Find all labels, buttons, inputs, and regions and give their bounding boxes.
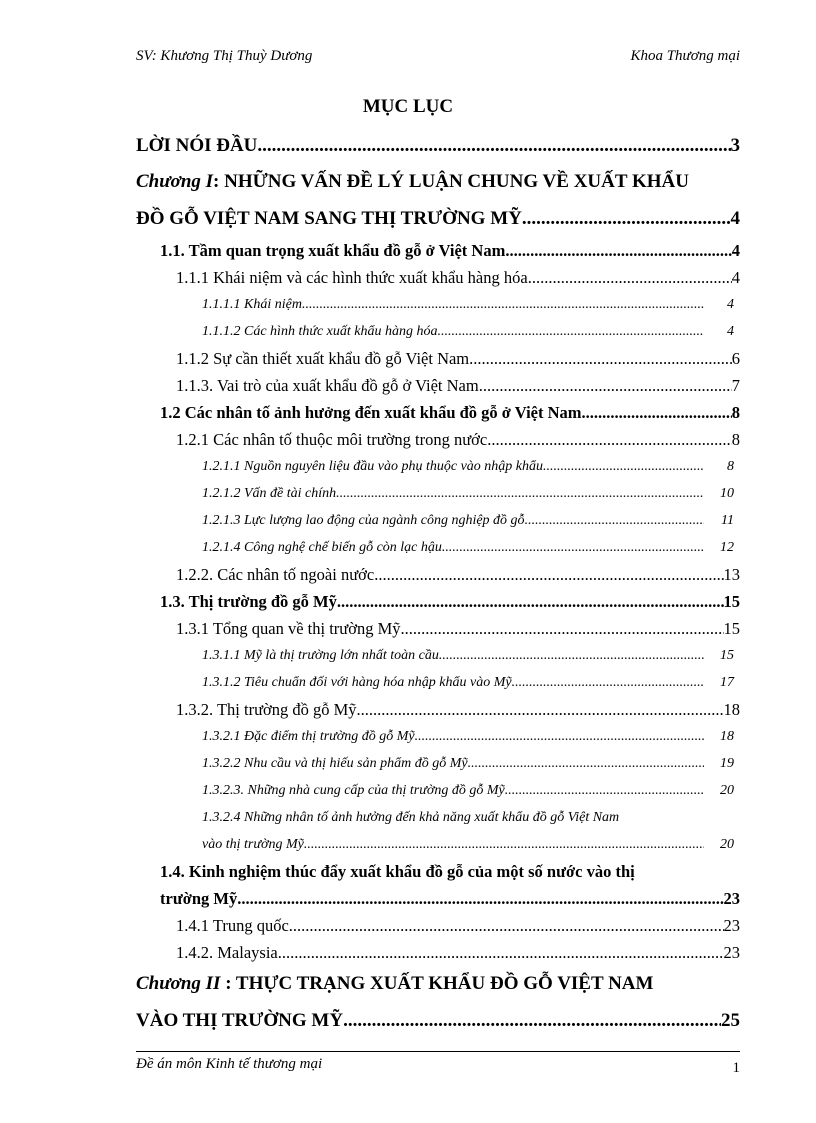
toc-page: 12 (720, 540, 734, 555)
toc-entry-1-3-1[interactable] (136, 615, 740, 642)
toc-leader (337, 588, 724, 615)
toc-page: 18 (723, 700, 740, 719)
header-faculty: Khoa Thương mại (630, 48, 740, 64)
toc-leader (468, 750, 704, 777)
toc-label: 1.2 Các nhân tố ảnh hưởng đến xuất khẩu đồ gỗ ở Việt Nam (160, 403, 582, 422)
page-footer (136, 1056, 740, 1078)
chapter-title-line2: VÀO THỊ TRƯỜNG MỸ (136, 1010, 344, 1031)
toc-leader (487, 426, 732, 453)
toc-label: 1.2.2. Các nhân tố ngoài nước (176, 565, 375, 584)
toc-leader (525, 507, 704, 534)
toc-leader (508, 777, 704, 804)
header-student-name: SV: Khương Thị Thuỳ Dương (136, 48, 313, 64)
toc-page: 4 (730, 208, 740, 229)
toc-entry-1-2-1-3[interactable] (136, 507, 740, 534)
toc-entry-1-3-2-1[interactable] (136, 723, 740, 750)
toc-page: 19 (720, 756, 734, 771)
table-of-contents (136, 127, 740, 1039)
toc-entry-1-2-1-1[interactable] (136, 453, 740, 480)
toc-page: 20 (720, 837, 734, 852)
toc-label: 1.2.1.4 Công nghệ chế biến gỗ còn lạc hậu (202, 540, 442, 555)
toc-page: 18 (720, 729, 734, 744)
toc-label: LỜI NÓI ĐẦU (136, 135, 258, 156)
toc-label: 1.2.1 Các nhân tố thuộc môi trường trong nước (176, 430, 488, 449)
toc-leader (582, 399, 732, 426)
toc-page: 15 (723, 592, 740, 611)
toc-page: 25 (721, 1010, 740, 1031)
toc-entry-1-1-1-1[interactable] (136, 291, 740, 318)
toc-page: 8 (731, 430, 740, 449)
toc-leader (302, 291, 704, 318)
toc-entry-1-3-1-2[interactable] (136, 669, 740, 696)
toc-entry-1-2[interactable] (136, 399, 740, 426)
toc-page: 15 (720, 648, 734, 663)
toc-page: 23 (723, 943, 740, 962)
toc-leader (343, 1002, 721, 1039)
toc-entry-1-2-1[interactable] (136, 426, 740, 453)
toc-page: 23 (723, 916, 740, 935)
toc-label: 1.2.1.2 Vấn đề tài chính (202, 486, 337, 501)
toc-leader (401, 615, 724, 642)
footer-course-name: Đề án môn Kinh tế thương mại (136, 1056, 323, 1072)
toc-entry-1-1-1-2[interactable] (136, 318, 740, 345)
toc-leader (289, 912, 724, 939)
toc-entry-1-2-1-4[interactable] (136, 534, 740, 561)
toc-entry-1-3-2-3[interactable] (136, 777, 740, 804)
toc-label: 1.3. Thị trường đồ gỗ Mỹ (160, 592, 337, 611)
page-header (136, 48, 740, 70)
chapter-title-line2: ĐỒ GỖ VIỆT NAM SANG THỊ TRƯỜNG MỸ (136, 208, 522, 229)
toc-leader (438, 318, 705, 345)
toc-page: 3 (730, 135, 740, 156)
toc-entry-1-2-2[interactable] (136, 561, 740, 588)
toc-entry-1-3-1-1[interactable] (136, 642, 740, 669)
toc-label: 1.4.2. Malaysia (176, 943, 278, 962)
toc-leader (528, 264, 732, 291)
toc-entry-1-1[interactable] (136, 237, 740, 264)
toc-entry-chapter-1-cont[interactable] (136, 200, 740, 237)
toc-leader (415, 723, 704, 750)
toc-page: 20 (720, 783, 734, 798)
toc-page: 8 (727, 459, 734, 474)
toc-page: 8 (731, 403, 740, 422)
toc-entry-1-1-3[interactable] (136, 372, 740, 399)
toc-label: 1.3.2.3. Những nhà cung cấp của thị trường đồ gỗ Mỹ. (202, 783, 509, 798)
toc-leader (512, 669, 704, 696)
toc-label: 1.1. Tầm quan trọng xuất khẩu đồ gỗ ở Việt Nam (160, 241, 506, 260)
toc-label: 1.3.2.2 Nhu cầu và thị hiếu sản phẩm đồ gỗ Mỹ (202, 756, 468, 771)
toc-leader (237, 885, 723, 912)
chapter-word: Chương I (136, 171, 214, 192)
toc-entry-1-3-2[interactable] (136, 696, 740, 723)
toc-label: 1.1.1.1 Khái niệm (202, 297, 302, 312)
toc-label: 1.1.3. Vai trò của xuất khẩu đồ gỗ ở Việt Nam (176, 376, 479, 395)
toc-leader (442, 642, 704, 669)
toc-label: 1.3.1.1 Mỹ là thị trường lớn nhất toàn cầu. (202, 648, 443, 663)
toc-leader (543, 453, 704, 480)
toc-entry-1-4[interactable] (136, 858, 740, 885)
toc-entry-1-1-1[interactable] (136, 264, 740, 291)
toc-leader (469, 345, 732, 372)
toc-leader (442, 534, 704, 561)
toc-leader (357, 696, 724, 723)
toc-leader (278, 939, 724, 966)
toc-label-line2: trường Mỹ (160, 889, 238, 908)
toc-leader (505, 237, 731, 264)
toc-label: 1.3.1 Tổng quan về thị trường Mỹ (176, 619, 401, 638)
toc-label: 1.1.2 Sự cần thiết xuất khẩu đồ gỗ Việt Nam (176, 349, 470, 368)
toc-entry-1-3-2-2[interactable] (136, 750, 740, 777)
toc-page: 11 (721, 513, 734, 528)
toc-page: 10 (720, 486, 734, 501)
toc-entry-1-3[interactable] (136, 588, 740, 615)
toc-page: 13 (723, 565, 740, 584)
toc-entry-1-4-1[interactable] (136, 912, 740, 939)
footer-page-number: 1 (732, 1060, 740, 1076)
toc-page: 15 (723, 619, 740, 638)
toc-leader (479, 372, 732, 399)
toc-label: 1.3.2. Thị trường đồ gỗ Mỹ (176, 700, 357, 719)
toc-entry-1-2-1-2[interactable] (136, 480, 740, 507)
toc-label: 1.2.1.3 Lực lượng lao động của ngành công nghiệp đồ gỗ (202, 513, 525, 528)
chapter-word: Chương II (136, 973, 221, 994)
toc-label-line1: 1.4. Kinh nghiệm thúc đẩy xuất khẩu đồ gỗ của một số nước vào thị (160, 862, 635, 881)
toc-page: 4 (727, 297, 734, 312)
chapter-title-line1: : NHỮNG VẤN ĐỀ LÝ LUẬN CHUNG VỀ XUẤT KHẨU (213, 171, 689, 192)
page-title: MỤC LỤC (362, 96, 454, 117)
toc-entry-chapter-2[interactable] (136, 966, 740, 1002)
chapter-title-line1: : THỰC TRẠNG XUẤT KHẨU ĐỒ GỖ VIỆT NAM (220, 973, 654, 994)
toc-label-line2: vào thị trường Mỹ. (202, 837, 308, 852)
toc-page: 4 (731, 268, 740, 287)
toc-page: 4 (731, 241, 740, 260)
toc-entry-1-3-2-4[interactable] (136, 804, 740, 831)
toc-label: 1.1.1 Khái niệm và các hình thức xuất khẩu hàng hóa (176, 268, 528, 287)
toc-entry-1-1-2[interactable] (136, 345, 740, 372)
toc-entry-1-4-2[interactable] (136, 939, 740, 966)
toc-page: 4 (727, 324, 734, 339)
toc-label: 1.2.1.1 Nguồn nguyên liệu đầu vào phụ thuộc vào nhập khẩu (202, 459, 544, 474)
toc-page: 6 (731, 349, 740, 368)
toc-entry-chapter-1[interactable] (136, 164, 740, 200)
toc-page: 7 (731, 376, 740, 395)
toc-label: 1.4.1 Trung quốc (176, 916, 289, 935)
toc-entry-1-4-cont[interactable] (136, 885, 740, 912)
toc-entry-chapter-2-cont[interactable] (136, 1002, 740, 1039)
toc-label-line1: 1.3.2.4 Những nhân tố ảnh hưởng đến khả năng xuất khẩu đồ gỗ Việt Nam (202, 810, 620, 825)
toc-label: 1.3.1.2 Tiêu chuẩn đối với hàng hóa nhập khẩu vào Mỹ (202, 675, 512, 690)
toc-leader (307, 831, 704, 858)
toc-page: 17 (720, 675, 734, 690)
toc-leader (522, 200, 731, 237)
toc-label: 1.1.1.2 Các hình thức xuất khẩu hàng hóa (202, 324, 438, 339)
toc-leader (336, 480, 704, 507)
toc-leader (257, 127, 730, 164)
footer-divider (136, 1051, 740, 1052)
toc-page: 23 (723, 889, 740, 908)
toc-label: 1.3.2.1 Đặc điểm thị trường đồ gỗ Mỹ (202, 729, 415, 744)
toc-entry-1-3-2-4-cont[interactable] (136, 831, 740, 858)
toc-entry-foreword[interactable] (136, 127, 740, 164)
toc-leader (374, 561, 723, 588)
